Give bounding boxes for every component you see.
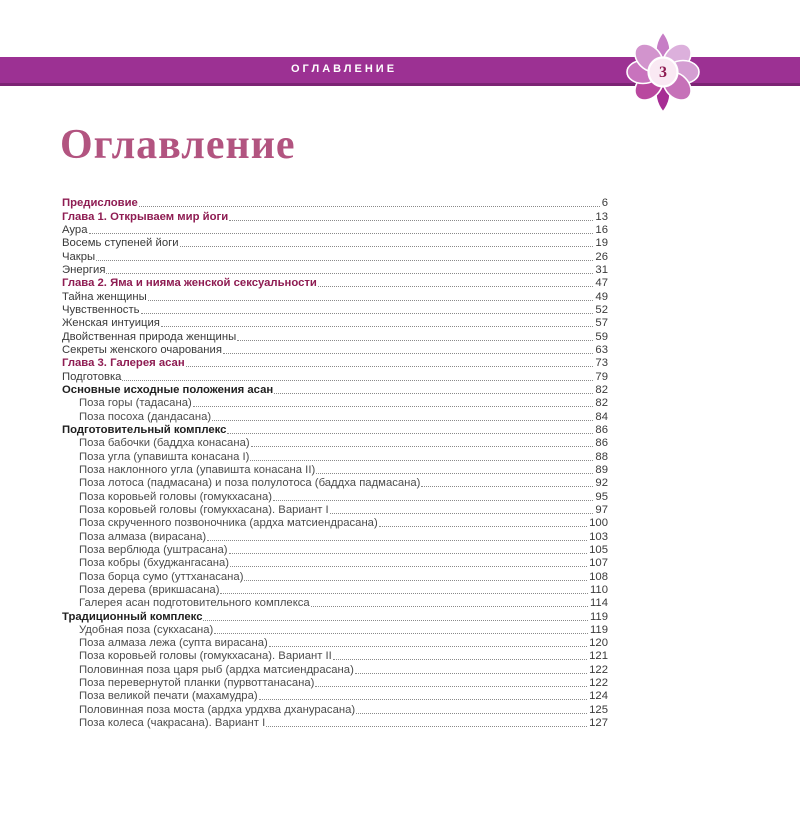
toc-entry	[62, 543, 608, 556]
toc-entry-page: 79	[595, 370, 608, 383]
dot-leader	[106, 273, 593, 274]
page-number: 3	[659, 64, 667, 81]
toc-entry	[62, 662, 608, 675]
dot-leader	[379, 526, 587, 527]
dot-leader	[139, 206, 600, 207]
toc-entry	[62, 716, 608, 729]
toc-entry	[62, 249, 608, 262]
toc-entry-label: Предисловие	[62, 197, 138, 210]
toc-entry	[62, 196, 608, 209]
toc-entry-label: Галерея асан подготовительного комплекса	[79, 597, 310, 610]
toc-entry	[62, 383, 608, 396]
toc-entry-page: 47	[595, 277, 608, 290]
toc-entry-label: Основные исходные положения асан	[62, 383, 274, 396]
toc-entry-label: Поза горы (тадасана)	[79, 397, 192, 410]
toc-entry-page: 52	[595, 303, 608, 316]
toc-entry-page: 108	[589, 570, 608, 583]
toc-entry	[62, 556, 608, 569]
toc-entry-page: 100	[589, 517, 608, 530]
toc-entry	[62, 423, 608, 436]
dot-leader	[122, 380, 593, 381]
toc-entry-page: 92	[595, 477, 608, 490]
dot-leader	[230, 566, 587, 567]
toc-entry	[62, 583, 608, 596]
dot-leader	[89, 233, 594, 234]
toc-entry-label: Подготовительный комплекс	[62, 423, 227, 436]
dot-leader	[229, 220, 593, 221]
toc-entry-page: 95	[595, 490, 608, 503]
toc-entry	[62, 409, 608, 422]
toc-entry-page: 86	[595, 423, 608, 436]
toc-entry-page: 16	[595, 223, 608, 236]
toc-entry	[62, 356, 608, 369]
toc-entry-label: Поза бабочки (баддха конасана)	[79, 437, 250, 450]
toc-entry	[62, 463, 608, 476]
toc-entry	[62, 396, 608, 409]
toc-entry	[62, 476, 608, 489]
dot-leader	[315, 686, 587, 687]
dot-leader	[356, 713, 587, 714]
toc-entry-label: Женская интуиция	[62, 317, 160, 330]
toc-entry-label: Чувственность	[62, 303, 140, 316]
toc-entry-label: Поза верблюда (уштрасана)	[79, 543, 228, 556]
dot-leader	[318, 286, 594, 287]
toc-entry-label: Удобная поза (сукхасана)	[79, 623, 214, 636]
toc-entry-label: Двойственная природа женщины	[62, 330, 237, 343]
toc-entry-page: 125	[589, 703, 608, 716]
toc-entry-page: 114	[589, 597, 608, 610]
dot-leader	[259, 699, 588, 700]
toc-entry-label: Поза угла (упавишта конасана I)	[79, 450, 250, 463]
toc-entry	[62, 489, 608, 502]
dot-leader	[250, 460, 593, 461]
toc-entry	[62, 702, 608, 715]
toc-entry-page: 49	[595, 290, 608, 303]
toc-entry-label: Поза дерева (врикшасана)	[79, 583, 220, 596]
toc-entry-label: Восемь ступеней йоги	[62, 237, 179, 250]
toc-entry	[62, 316, 608, 329]
toc-entry-page: 119	[589, 623, 608, 636]
toc-entry-page: 19	[595, 237, 608, 250]
running-header: ОГЛАВЛЕНИЕ	[290, 63, 398, 75]
toc-entry-label: Традиционный комплекс	[62, 610, 203, 623]
toc-entry	[62, 369, 608, 382]
toc-entry-label: Поза великой печати (махамудра)	[79, 690, 258, 703]
toc-entry-page: 105	[589, 543, 608, 556]
toc-entry-page: 124	[589, 690, 608, 703]
dot-leader	[237, 340, 593, 341]
toc-entry	[62, 236, 608, 249]
page-title: Оглавление	[60, 122, 296, 168]
toc-entry	[62, 289, 608, 302]
dot-leader	[193, 406, 594, 407]
toc-entry	[62, 209, 608, 222]
toc-entry-label: Поза посоха (дандасана)	[79, 410, 212, 423]
toc-entry	[62, 503, 608, 516]
toc-entry-page: 59	[595, 330, 608, 343]
dot-leader	[229, 553, 588, 554]
toc-entry-page: 88	[595, 450, 608, 463]
toc-entry-page: 89	[595, 463, 608, 476]
toc-entry-label: Подготовка	[62, 370, 122, 383]
toc-entry-label: Поза кобры (бхуджангасана)	[79, 557, 230, 570]
toc-entry-page: 97	[595, 503, 608, 516]
toc-entry	[62, 343, 608, 356]
toc-entry-label: Поза лотоса (падмасана) и поза полулотоса (баддха падмасана)	[79, 477, 421, 490]
toc-entry-page: 103	[589, 530, 608, 543]
toc-entry-label: Глава 3. Галерея асан	[62, 357, 185, 370]
toc-entry-page: 107	[589, 557, 608, 570]
toc-entry-page: 119	[589, 610, 608, 623]
toc-entry	[62, 689, 608, 702]
toc-entry-label: Поза алмаза лежа (супта вирасана)	[79, 637, 268, 650]
toc-entry-label: Поза наклонного угла (упавишта конасана II)	[79, 463, 316, 476]
toc-entry	[62, 436, 608, 449]
dot-leader	[212, 420, 593, 421]
dot-leader	[355, 673, 587, 674]
dot-leader	[251, 446, 594, 447]
toc-entry	[62, 223, 608, 236]
toc-entry	[62, 569, 608, 582]
toc-entry-page: 6	[601, 197, 608, 210]
dot-leader	[273, 500, 593, 501]
dot-leader	[141, 313, 594, 314]
toc-entry-label: Поза коровьей головы (гомукхасана). Вариант I	[79, 503, 329, 516]
dot-leader	[180, 246, 594, 247]
toc-entry-label: Поза борца сумо (уттханасана)	[79, 570, 244, 583]
toc-entry	[62, 516, 608, 529]
dot-leader	[186, 366, 594, 367]
toc-entry	[62, 303, 608, 316]
dot-leader	[311, 606, 588, 607]
toc-entry-page: 120	[589, 637, 608, 650]
toc-entry-page: 86	[595, 437, 608, 450]
toc-entry	[62, 676, 608, 689]
toc-entry-page: 13	[595, 210, 608, 223]
toc-entry-page: 31	[595, 263, 608, 276]
dot-leader	[220, 593, 588, 594]
dot-leader	[421, 486, 593, 487]
dot-leader	[269, 646, 587, 647]
toc-entry-page: 122	[589, 663, 608, 676]
toc-entry-label: Половинная поза моста (ардха урдхва дханурасана)	[79, 703, 356, 716]
toc-entry-label: Энергия	[62, 263, 106, 276]
toc-entry-label: Поза коровьей головы (гомукхасана)	[79, 490, 273, 503]
toc-entry-page: 127	[589, 717, 608, 730]
toc-entry-label: Поза коровьей головы (гомукхасана). Вариант II	[79, 650, 332, 663]
toc-entry-page: 82	[595, 397, 608, 410]
toc-entry	[62, 449, 608, 462]
dot-leader	[274, 393, 593, 394]
toc-entry-page: 84	[595, 410, 608, 423]
toc-entry	[62, 529, 608, 542]
toc-entry	[62, 596, 608, 609]
toc-entry-page: 121	[589, 650, 608, 663]
toc-entry	[62, 649, 608, 662]
toc-list	[62, 196, 608, 729]
toc-entry-page: 110	[589, 583, 608, 596]
toc-entry-page: 26	[595, 250, 608, 263]
toc-entry-page: 82	[595, 383, 608, 396]
toc-entry-page: 73	[595, 357, 608, 370]
toc-entry-page: 122	[589, 677, 608, 690]
toc-entry-label: Секреты женского очарования	[62, 343, 222, 356]
toc-entry-label: Глава 2. Яма и нияма женской сексуальности	[62, 277, 317, 290]
dot-leader	[333, 659, 587, 660]
dot-leader	[203, 620, 588, 621]
toc-entry	[62, 609, 608, 622]
toc-entry	[62, 329, 608, 342]
dot-leader	[330, 513, 594, 514]
toc-entry	[62, 263, 608, 276]
dot-leader	[316, 473, 593, 474]
dot-leader	[96, 260, 593, 261]
toc-entry-label: Тайна женщины	[62, 290, 147, 303]
lotus-flower-icon	[623, 30, 703, 114]
dot-leader	[214, 633, 588, 634]
dot-leader	[148, 300, 594, 301]
toc-entry-label: Половинная поза царя рыб (ардха матсиендрасана)	[79, 663, 354, 676]
toc-entry-label: Поза скрученного позвоночника (ардха матсиендрасана)	[79, 517, 378, 530]
toc-entry-label: Аура	[62, 223, 88, 236]
toc-entry-page: 57	[595, 317, 608, 330]
toc-entry-label: Глава 1. Открываем мир йоги	[62, 210, 229, 223]
toc-entry-label: Поза алмаза (вирасана)	[79, 530, 207, 543]
toc-entry-label: Чакры	[62, 250, 96, 263]
toc-entry	[62, 636, 608, 649]
toc-entry-page: 63	[595, 343, 608, 356]
dot-leader	[227, 433, 593, 434]
dot-leader	[223, 353, 593, 354]
dot-leader	[266, 726, 587, 727]
toc-entry-label: Поза колеса (чакрасана). Вариант I	[79, 717, 266, 730]
toc-entry-label: Поза перевернутой планки (пурвоттанасана)	[79, 677, 315, 690]
dot-leader	[207, 540, 587, 541]
toc-entry	[62, 623, 608, 636]
toc-entry	[62, 276, 608, 289]
dot-leader	[161, 326, 594, 327]
dot-leader	[244, 580, 587, 581]
